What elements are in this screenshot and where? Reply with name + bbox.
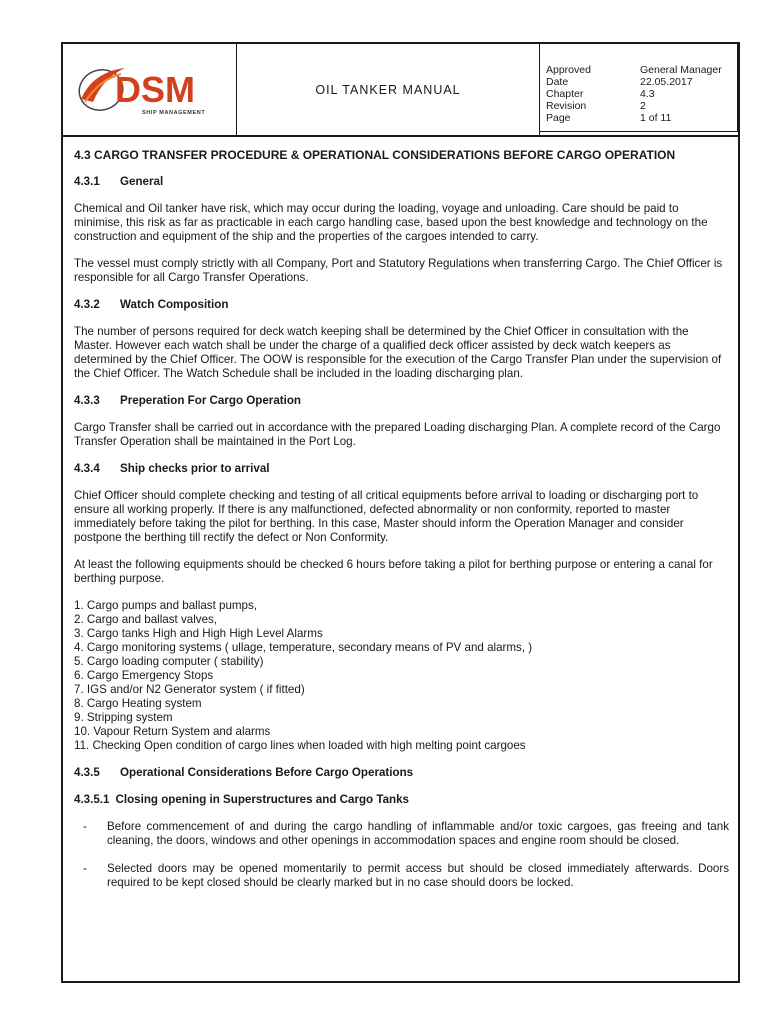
section-heading-4-3-4: 4.3.4 Ship checks prior to arrival bbox=[74, 462, 270, 475]
list-item: 8. Cargo Heating system bbox=[74, 697, 202, 710]
main-heading: 4.3 CARGO TRANSFER PROCEDURE & OPERATIONAL CONSIDERATIONS BEFORE CARGO OPERATION bbox=[74, 148, 676, 162]
meta-table: Approved General Manager Date 22.05.2017 Chapter 4.3 Revision 2 Page 1 of 11 bbox=[540, 44, 738, 132]
list-item: 2. Cargo and ballast valves, bbox=[74, 613, 218, 626]
list-item: 1. Cargo pumps and ballast pumps, bbox=[74, 599, 258, 612]
document-header bbox=[63, 44, 738, 137]
list-item: 3. Cargo tanks High and High High Level Alarms bbox=[74, 627, 323, 640]
paragraph: Chief Officer should complete checking and testing of all critical equipments before arrival to loading or discharging port to ensure all working properly. If there is any malfunctioned, defected abnormality or non conformity, reported to master immediately before taking the pilot for berthing. In this case, Master should inform the Operation Manager and consider postpone the berthing till rectify the defect or Non Conformity. bbox=[74, 489, 699, 544]
section-heading-4-3-2: 4.3.2 Watch Composition bbox=[74, 298, 229, 311]
list-item: 5. Cargo loading computer ( stability) bbox=[74, 655, 264, 668]
paragraph: At least the following equipments should be checked 6 hours before taking a pilot for berthing purpose or entering a canal for berthing purpose. bbox=[74, 558, 713, 585]
list-item: 4. Cargo monitoring systems ( ullage, temperature, secondary means of PV and alarms, ) bbox=[74, 641, 533, 654]
section-heading-4-3-5: 4.3.5 Operational Considerations Before Cargo Operations bbox=[74, 766, 414, 779]
section-heading-4-3-1: 4.3.1 General bbox=[74, 175, 164, 188]
list-item: 10. Vapour Return System and alarms bbox=[74, 725, 271, 738]
document-page bbox=[61, 42, 740, 983]
list-item: 9. Stripping system bbox=[74, 711, 173, 724]
title-cell bbox=[237, 44, 540, 135]
list-item: 6. Cargo Emergency Stops bbox=[74, 669, 214, 682]
logo-subtext: SHIP MANAGEMENT bbox=[142, 110, 206, 116]
section-heading-4-3-5-1: 4.3.5.1 Closing opening in Superstructures and Cargo Tanks bbox=[74, 793, 409, 806]
manual-title: OIL TANKER MANUAL bbox=[315, 82, 461, 97]
section-heading-4-3-3: 4.3.3 Preperation For Cargo Operation bbox=[74, 394, 302, 407]
meta-cell bbox=[540, 44, 738, 135]
logo-text: DSM bbox=[115, 69, 195, 110]
paragraph: The number of persons required for deck watch keeping shall be determined by the Chief Officer in consultation with the Master. However each watch shall be under the charge of a qualified deck officer assisted by deck watch keepers as determined by the Chief Officer. The OOW is responsible for the execution of the Cargo Transfer Plan under the supervision of the Chief Officer. The Watch Schedule shall be included in the loading discharging plan. bbox=[74, 325, 722, 380]
bullet-item: - Before commencement of and during the cargo handling of inflammable and/or toxic cargoes, gas freeing and tank cleaning, the doors, windows and other openings in accommodation spaces and engine room should be closed. bbox=[83, 820, 729, 847]
list-item: 11. Checking Open condition of cargo lines when loaded with high melting point cargoes bbox=[74, 739, 526, 752]
equipment-checklist bbox=[74, 599, 729, 753]
paragraph: The vessel must comply strictly with all Company, Port and Statutory Regulations when transferring Cargo. The Chief Officer is responsible for all Cargo Transfer Operations. bbox=[74, 257, 723, 284]
paragraph: Cargo Transfer shall be carried out in accordance with the prepared Loading discharging Plan. A complete record of the Cargo Transfer Operation shall be maintained in the Port Log. bbox=[74, 421, 721, 448]
list-item: 7. IGS and/or N2 Generator system ( if fitted) bbox=[74, 683, 305, 696]
logo-cell bbox=[63, 44, 237, 135]
bullet-item: - Selected doors may be opened momentarily to permit access but should be closed immediately afterwards. Doors required to be kept closed should be clearly marked but in no case should doors be locked. bbox=[83, 862, 729, 889]
paragraph: Chemical and Oil tanker have risk, which may occur during the loading, voyage and unloading. Care should be paid to minimise, this risk as far as practicable in each cargo handling case, based upon the best knowledge and technology on the construction and equipment of the ship and the properties of the cargoes intended to carry. bbox=[74, 202, 708, 243]
document-body bbox=[74, 148, 729, 904]
company-logo bbox=[63, 44, 237, 135]
